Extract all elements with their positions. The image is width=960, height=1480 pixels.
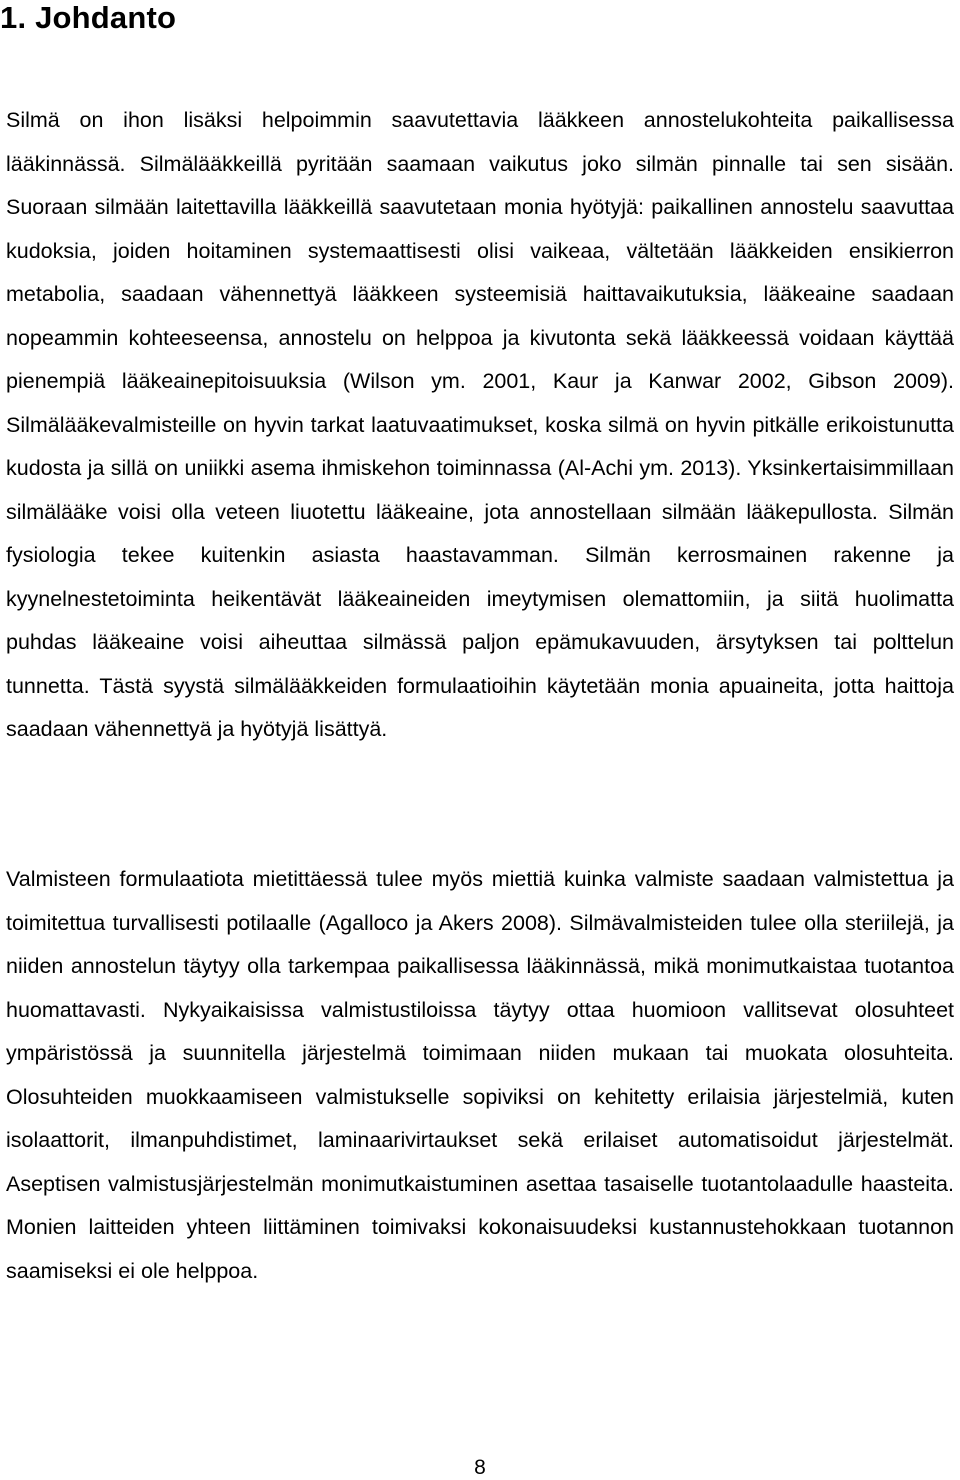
page-number: 8 — [474, 1456, 486, 1479]
paragraph-introduction: Silmä on ihon lisäksi helpoimmin saavutettavia lääkkeen annostelukohteita paikallisessa lääkinnässä. Silmälääkkeillä pyritään saamaan vaikutus joko silmän pinnalle tai sen sisään. Suoraan silmään laitettavilla lääkkeillä saavutetaan monia hyötyjä: paikallinen annostelu saavuttaa kudoksia, joiden hoitaminen systemaattisesti olisi vaikeaa, vältetään lääkkeiden ensikierron metabolia, saadaan vähennettyä lääkkeen systeemisiä haittavaikutuksia, lääkeaine saadaan nopeammin kohteeseensa, annostelu on helppoa ja kivutonta sekä lääkkeessä voidaan käyttää pienempiä lääkeainepitoisuuksia (Wilson ym. 2001, Kaur ja Kanwar 2002, Gibson 2009). Silmälääkevalmisteille on hyvin tarkat laatuvaatimukset, koska silmä on hyvin pitkälle erikoistunutta kudosta ja sillä on uniikki asema ihmiskehon toiminnassa (Al-Achi ym. 2013). Yksinkertaisimmillaan silmälääke voisi olla veteen liuotettu lääkeaine, jota annostellaan silmään lääkepullosta. Silmän fysiologia tekee kuitenkin asiasta haastavamman. Silmän kerrosmainen rakenne ja kyynelnestetoiminta heikentävät lääkeaineiden imeytymisen olemattomiin, ja siitä huolimatta puhdas lääkeaine voisi aiheuttaa silmässä paljon epämukavuuden, ärsytyksen tai polttelun tunnetta. Tästä syystä silmälääkkeiden formulaatioihin käytetään monia apuaineita, jotta haittoja saadaan vähennettyä ja hyötyjä lisättyä. — [6, 108, 954, 741]
paragraph-formulation: Valmisteen formulaatiota mietittäessä tulee myös miettiä kuinka valmiste saadaan valmistettua ja toimitettua turvallisesti potilaalle (Agalloco ja Akers 2008). Silmävalmisteiden tulee olla steriilejä, ja niiden annostelun täytyy olla tarkempaa paikallisessa lääkinnässä, mikä monimutkaistaa tuotantoa huomattavasti. Nykyaikaisissa valmistustiloissa täytyy ottaa huomioon vallitsevat olosuhteet ympäristössä ja suunnitella järjestelmä toimimaan niiden mukaan tai muokata olosuhteita. Olosuhteiden muokkaamiseen valmistukselle sopiviksi on kehitetty erilaisia järjestelmiä, kuten isolaattorit, ilmanpuhdistimet, laminaarivirtaukset sekä erilaiset automatisoidut järjestelmät. Aseptisen valmistusjärjestelmän monimutkaistuminen asettaa tasaiselle tuotantolaadulle haasteita. Monien laitteiden yhteen liittäminen toimivaksi kokonaisuudeksi kustannustehokkaan tuotannon saamiseksi ei ole helppoa. — [6, 867, 954, 1283]
section-heading: 1. Johdanto — [0, 0, 177, 35]
